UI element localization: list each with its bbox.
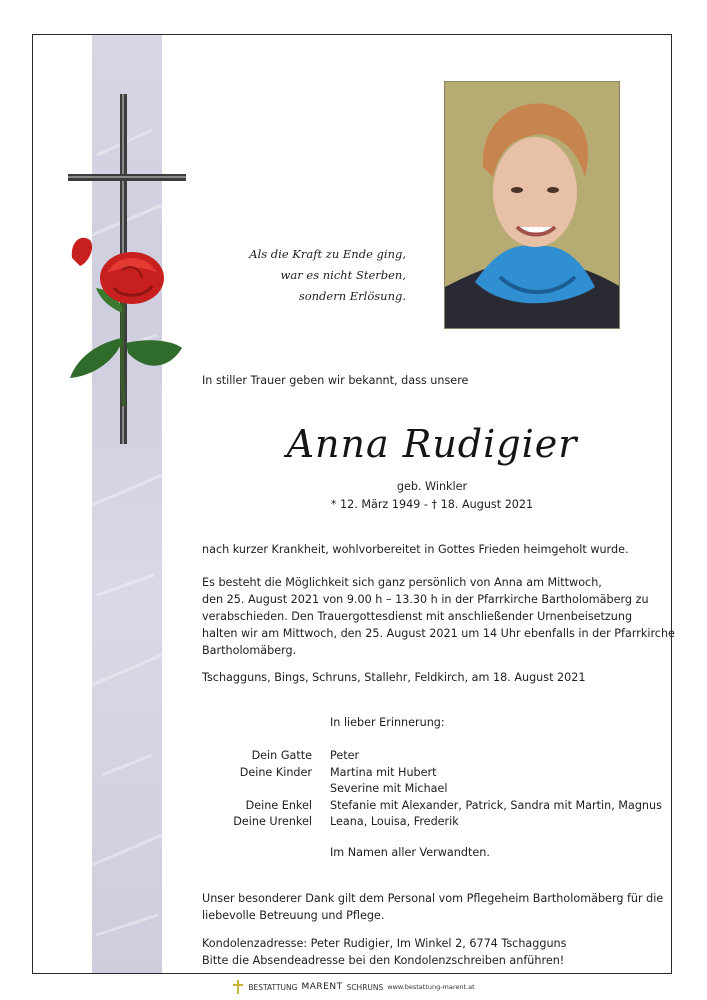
family-names — [330, 748, 662, 831]
birth-name: geb. Winkler — [396, 480, 468, 493]
paragraph-line: Unser besonderer Dank gilt dem Personal vom Pflegeheim Bartholomäberg für die — [202, 892, 664, 905]
logo-mark-icon — [232, 980, 244, 994]
thanks-paragraph — [202, 890, 664, 924]
family-name: Martina mit Hubert — [330, 765, 437, 779]
family-closing: Im Namen aller Verwandten. — [330, 846, 490, 859]
announcement-intro: In stiller Trauer geben wir bekannt, dass unsere — [202, 374, 469, 387]
family-role: Deine Enkel — [245, 798, 312, 812]
paragraph-line: den 25. August 2021 von 9.00 h – 13.30 h in der Pfarrkirche Bartholomäberg zu — [202, 593, 649, 606]
paragraph-line: verabschieden. Den Trauergottesdienst mit anschließender Urnenbeisetzung — [202, 610, 633, 623]
paragraph-line: liebevolle Betreuung und Pflege. — [202, 909, 385, 922]
paragraph-line: Kondolenzadresse: Peter Rudigier, Im Winkel 2, 6774 Tschagguns — [202, 937, 567, 950]
portrait-photo — [444, 81, 620, 329]
paragraph-line: Bartholomäberg. — [202, 644, 297, 657]
remembrance-heading: In lieber Erinnerung: — [330, 716, 445, 729]
family-name: Leana, Louisa, Frederik — [330, 815, 459, 828]
life-dates: * 12. März 1949 - † 18. August 2021 — [330, 498, 534, 511]
quote-line: sondern Erlösung. — [298, 289, 406, 303]
footer — [0, 974, 707, 1000]
paragraph-line: Es besteht die Möglichkeit sich ganz persönlich von Anna am Mittwoch, — [202, 576, 602, 589]
quote — [230, 244, 406, 307]
footer-place: SCHRUNS — [346, 982, 384, 992]
paragraph-line: Tschagguns, Bings, Schruns, Stallehr, Feldkirch, am 18. August 2021 — [202, 671, 586, 684]
family-name: Severine mit Michael — [330, 782, 448, 795]
paragraph-line: Bitte die Absendeadresse bei den Kondolenzschreiben anführen! — [202, 954, 565, 967]
paragraph-line: nach kurzer Krankheit, wohlvorbereitet in Gottes Frieden heimgeholt wurde. — [202, 543, 629, 556]
footer-prefix: BESTATTUNG — [248, 982, 298, 992]
family-role — [200, 781, 312, 798]
rose-icon — [52, 228, 192, 408]
paragraph-service — [202, 574, 675, 659]
birth-info — [200, 478, 664, 514]
footer-url[interactable]: www.bestattung-marent.at — [387, 983, 475, 991]
paragraph-line: halten wir am Mittwoch, den 25. August 2021 um 14 Uhr ebenfalls in der Pfarrkirche — [202, 627, 675, 640]
quote-line: Als die Kraft zu Ende ging, — [249, 247, 406, 261]
paragraph-passing — [202, 541, 664, 558]
footer-brand: MARENT — [301, 982, 343, 992]
family-role: Deine Kinder — [239, 765, 312, 779]
condolence-paragraph — [202, 935, 664, 969]
quote-line: war es nicht Sterben, — [280, 268, 406, 282]
family-name: Stefanie mit Alexander, Patrick, Sandra mit Martin, Magnus — [330, 798, 662, 812]
family-role: Deine Urenkel — [233, 815, 312, 828]
paragraph-places — [202, 669, 664, 686]
family-name: Peter — [330, 749, 360, 762]
deceased-name: Anna Rudigier — [286, 422, 578, 466]
family-roles — [200, 748, 312, 831]
family-role: Dein Gatte — [251, 749, 312, 762]
